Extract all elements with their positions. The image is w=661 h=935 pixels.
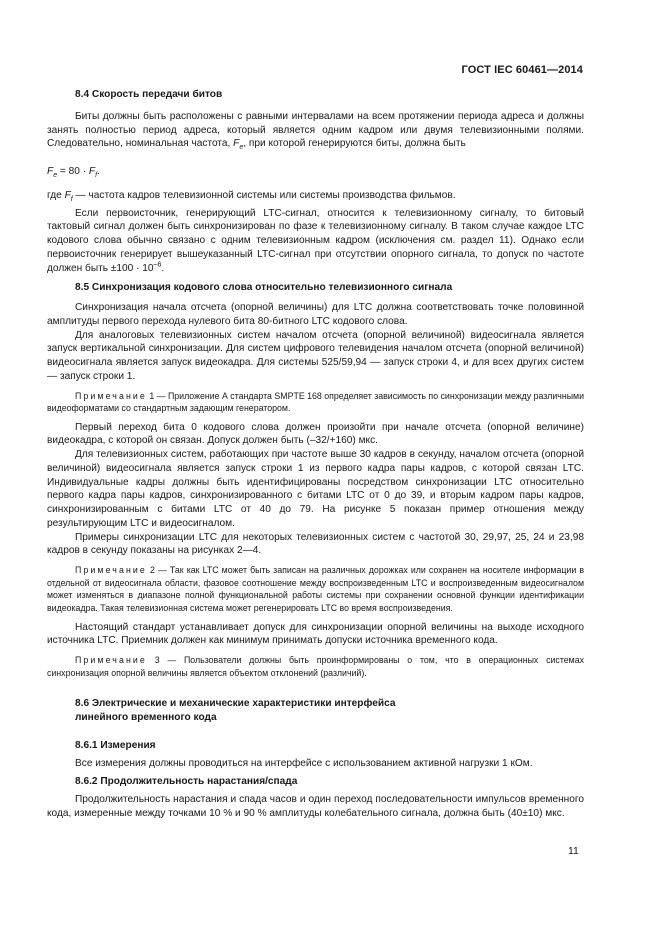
section-8-5-heading: 8.5 Синхронизация кодового слова относительно телевизионного сигнала: [75, 282, 453, 294]
section-8-4-heading: 8.4 Скорость передачи битов: [75, 89, 223, 100]
note-2: Примечание 2 — Так как LTC может быть записан на различных дорожках или сохранен на носителе информации в отдельной от видеосигнала области, фазовое соотношение между воспроизведенным LTC и воспроизведенным видеосигналом может изменяться в диапазоне полной функциональной работы системы при сохранении основной функции идентификации видеокадра. Такая телевизионная система может регенерировать LTC во время воспроизведения.: [47, 565, 584, 613]
section-8-6-heading-cont: линейного временного кода: [75, 712, 217, 723]
paragraph: Если первоисточник, генерирующий LTC-сигнал, относится к телевизионному сигналу, то битовый тактовый сигнал должен быть синхронизирован по фазе к телевизионному сигналу. В таком случае каждое LTC кодового слова обычно связано с одним телевизионным кадром (исключения см. раздел 11). Однако если первоисточник генерирует вышеуказанный LTC-сигнал при отсутствии опорного сигнала, то допуск по частоте должен быть $\pm 100 \cdot 10^{-6}$.: [47, 207, 584, 274]
section-8-6-heading: 8.6 Электрические и механические характеристики интерфейса: [75, 698, 396, 710]
paragraph: Все измерения должны проводиться на интерфейсе с использованием активной нагрузки 1 кОм.: [75, 757, 533, 769]
standard-header: ГОСТ IEC 60461—2014: [461, 64, 583, 76]
formula-explanation: где $F_f$ — частота кадров телевизионной системы или системы производства фильмов.: [47, 189, 456, 203]
paragraph: Настоящий стандарт устанавливает допуск для синхронизации опорной величины на выходе исходного источника LTC. Приемник должен как минимум принимать допуски источника временного кода.: [47, 621, 584, 647]
section-8-6-2-heading: 8.6.2 Продолжительность нарастания/спада: [75, 776, 298, 788]
paragraph: Для аналоговых телевизионных систем началом отсчета (опорной величиной) видеосигнала является запуск вертикальной синхронизации. Для систем цифрового телевидения началом отсчета (опорной величиной) видеосигнала является запуск видеокадра. Для системы 525/59,94 — запуск строки 4, и для всех других систем — запуск строки 1.: [47, 329, 584, 382]
note-1: Примечание 1 — Приложение А стандарта SMPTE 168 определяет зависимость по синхронизации между различными видеоформатами со стандартным задающим генератором.: [47, 390, 584, 414]
formula: $F_e = 80 \cdot F_f$.: [47, 166, 100, 180]
paragraph: Первый переход бита 0 кодового слова должен произойти при начале отсчета (опорной величине) видеокадра, с которой он связан. Допуск должен быть (–32/+160) мкс.: [47, 421, 584, 447]
paragraph: Примеры синхронизации LTC для некоторых телевизионных систем с частотой 30, 29,97, 25, 24 и 23,98 кадров в секунду показаны на рисунках 2—4.: [47, 531, 584, 557]
paragraph: Синхронизация начала отсчета (опорной величины) для LTC должна соответствовать точке половинной амплитуды первого перехода нулевого бита 80-битного LTC кодового слова.: [47, 302, 584, 327]
paragraph: Продолжительность нарастания и спада часов и один переход последовательности импульсов временного кода, измеренные между точками 10 % и 90 % амплитуды колебательного сигнала, должна быть (40±10) мкс.: [47, 794, 584, 819]
paragraph: Для телевизионных систем, работающих при частоте выше 30 кадров в секунду, началом отсчета (опорной величиной) видеосигнала является запуск строки 1 из первого кадра пары кадров, с которой связан LTC. Индивидуальные кадры должны быть идентифицированы посредством синхронизации LTC относительно первого кадра пары кадров, синхронизированного с битами LTC от 0 до 39, и вторым кадром пары кадров, синхронизированным с битами LTC от 40 до 79. На рисунке 5 показан пример отношения между результирующим LTC и видеосигналом.: [47, 449, 584, 529]
paragraph: Биты должны быть расположены с равными интервалами на всем протяжении периода адреса и должны занять полностью период адреса, который является одним кадром или двумя телевизионными полями. Следовательно, номинальная частота, $F_e$, при которой генерируются биты, должна быть: [47, 110, 584, 152]
section-8-6-1-heading: 8.6.1 Измерения: [75, 739, 156, 751]
note-3: Примечание 3 — Пользователи должны быть проинформированы о том, что в операционных системах синхронизация опорной величины является объектом отклонений (различий).: [47, 655, 584, 678]
page-content: [47, 88, 584, 821]
page-number: 11: [568, 845, 579, 857]
